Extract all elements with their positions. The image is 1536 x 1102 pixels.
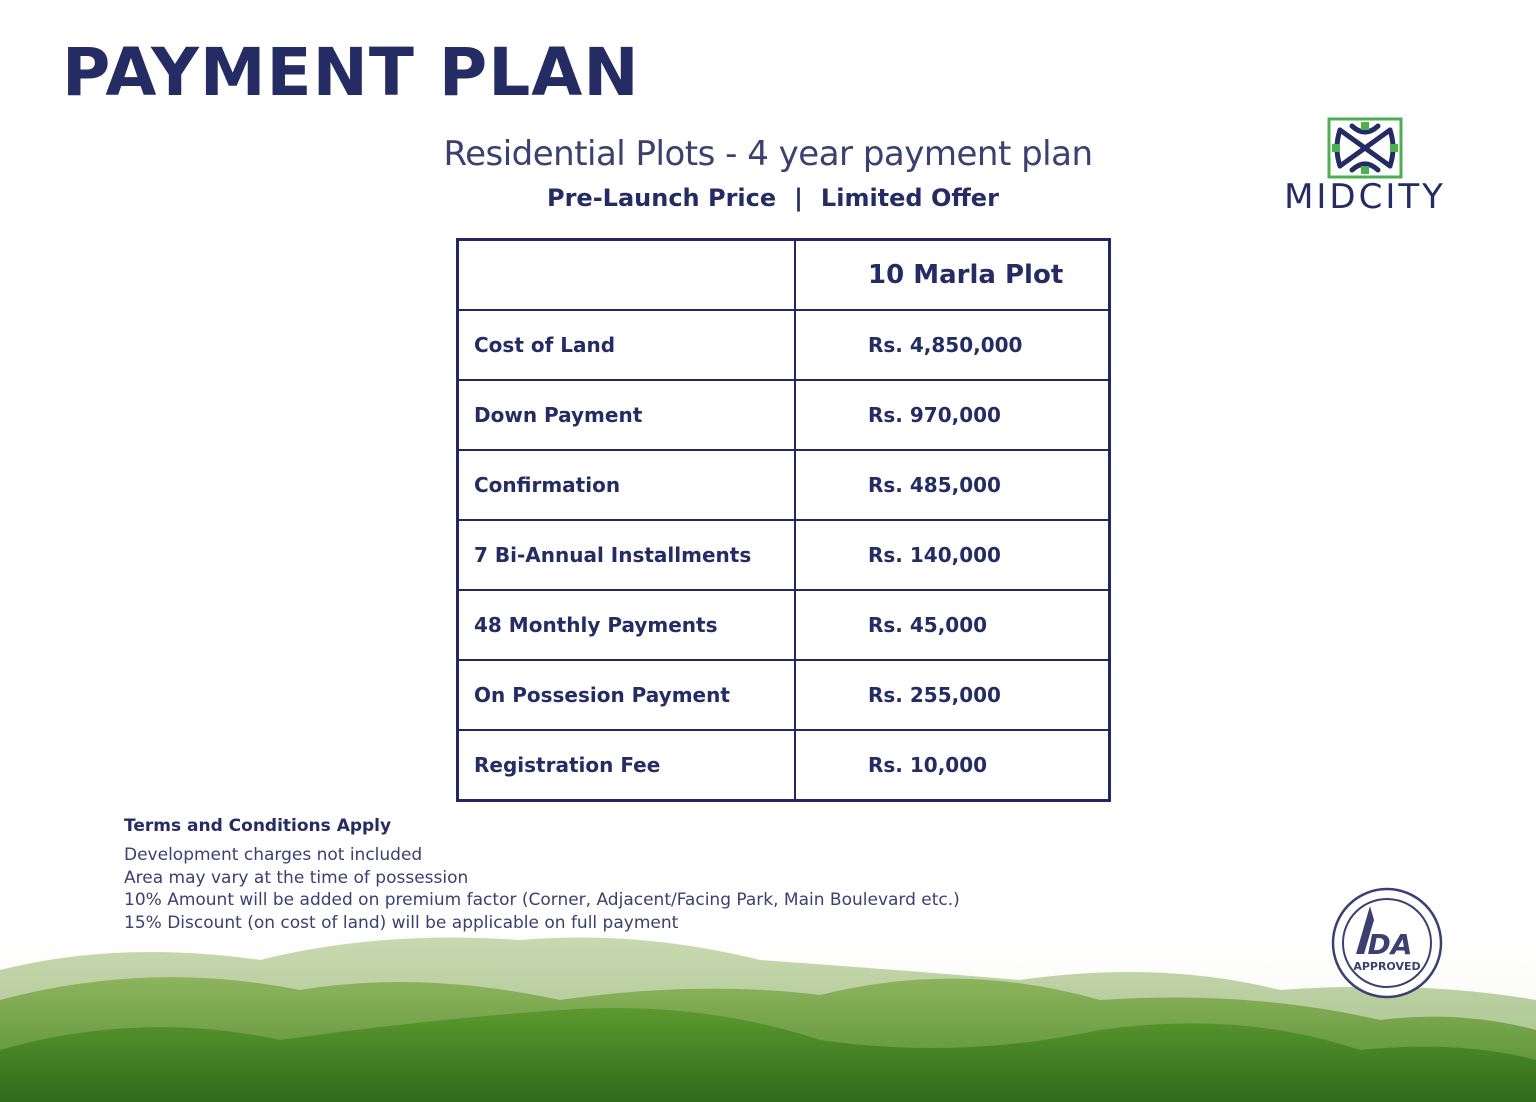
row-value: Rs. 255,000 bbox=[795, 660, 1110, 730]
offer-price-label: Pre-Launch Price bbox=[547, 184, 777, 212]
knot-logo-icon bbox=[1326, 116, 1404, 180]
offer-line bbox=[547, 184, 999, 212]
table-row bbox=[458, 520, 1110, 590]
terms-line: Area may vary at the time of possession bbox=[124, 867, 469, 888]
row-label: 48 Monthly Payments bbox=[458, 590, 796, 660]
table-row bbox=[458, 730, 1110, 801]
table-row bbox=[458, 660, 1110, 730]
page-title: PAYMENT PLAN bbox=[62, 34, 640, 111]
row-value: Rs. 970,000 bbox=[795, 380, 1110, 450]
row-label: Confirmation bbox=[458, 450, 796, 520]
offer-limited-label: Limited Offer bbox=[820, 184, 999, 212]
terms-line: 10% Amount will be added on premium factor (Corner, Adjacent/Facing Park, Main Boulevard etc.) bbox=[124, 890, 960, 910]
payment-table bbox=[456, 238, 1111, 802]
terms-line: 15% Discount (on cost of land) will be applicable on full payment bbox=[124, 912, 679, 933]
offer-separator: | bbox=[794, 184, 803, 212]
table-row bbox=[458, 590, 1110, 660]
terms-line: Development charges not included bbox=[124, 845, 423, 865]
row-value: Rs. 45,000 bbox=[795, 590, 1110, 660]
midcity-logo bbox=[1276, 116, 1454, 217]
lda-approved-seal-icon bbox=[1330, 886, 1444, 1000]
row-label: Cost of Land bbox=[458, 310, 796, 380]
table-row bbox=[458, 310, 1110, 380]
table-row bbox=[458, 450, 1110, 520]
row-value: Rs. 140,000 bbox=[795, 520, 1110, 590]
table-header-row bbox=[458, 240, 1110, 311]
terms-section bbox=[124, 816, 960, 934]
subtitle-text: Residential Plots - 4 year payment plan bbox=[443, 134, 1093, 174]
row-label: Down Payment bbox=[458, 380, 796, 450]
column-header: 10 Marla Plot bbox=[795, 240, 1110, 311]
seal-text: APPROVED bbox=[1353, 960, 1421, 973]
terms-heading: Terms and Conditions Apply bbox=[124, 816, 392, 836]
logo-wordmark: MIDCITY bbox=[1284, 177, 1446, 217]
header-empty-cell bbox=[458, 240, 796, 311]
seal-letters: DA bbox=[1367, 928, 1413, 961]
table-row bbox=[458, 380, 1110, 450]
row-value: Rs. 485,000 bbox=[795, 450, 1110, 520]
row-label: 7 Bi-Annual Installments bbox=[458, 520, 796, 590]
row-value: Rs. 10,000 bbox=[795, 730, 1110, 801]
row-value: Rs. 4,850,000 bbox=[795, 310, 1110, 380]
row-label: On Possesion Payment bbox=[458, 660, 796, 730]
row-label: Registration Fee bbox=[458, 730, 796, 801]
